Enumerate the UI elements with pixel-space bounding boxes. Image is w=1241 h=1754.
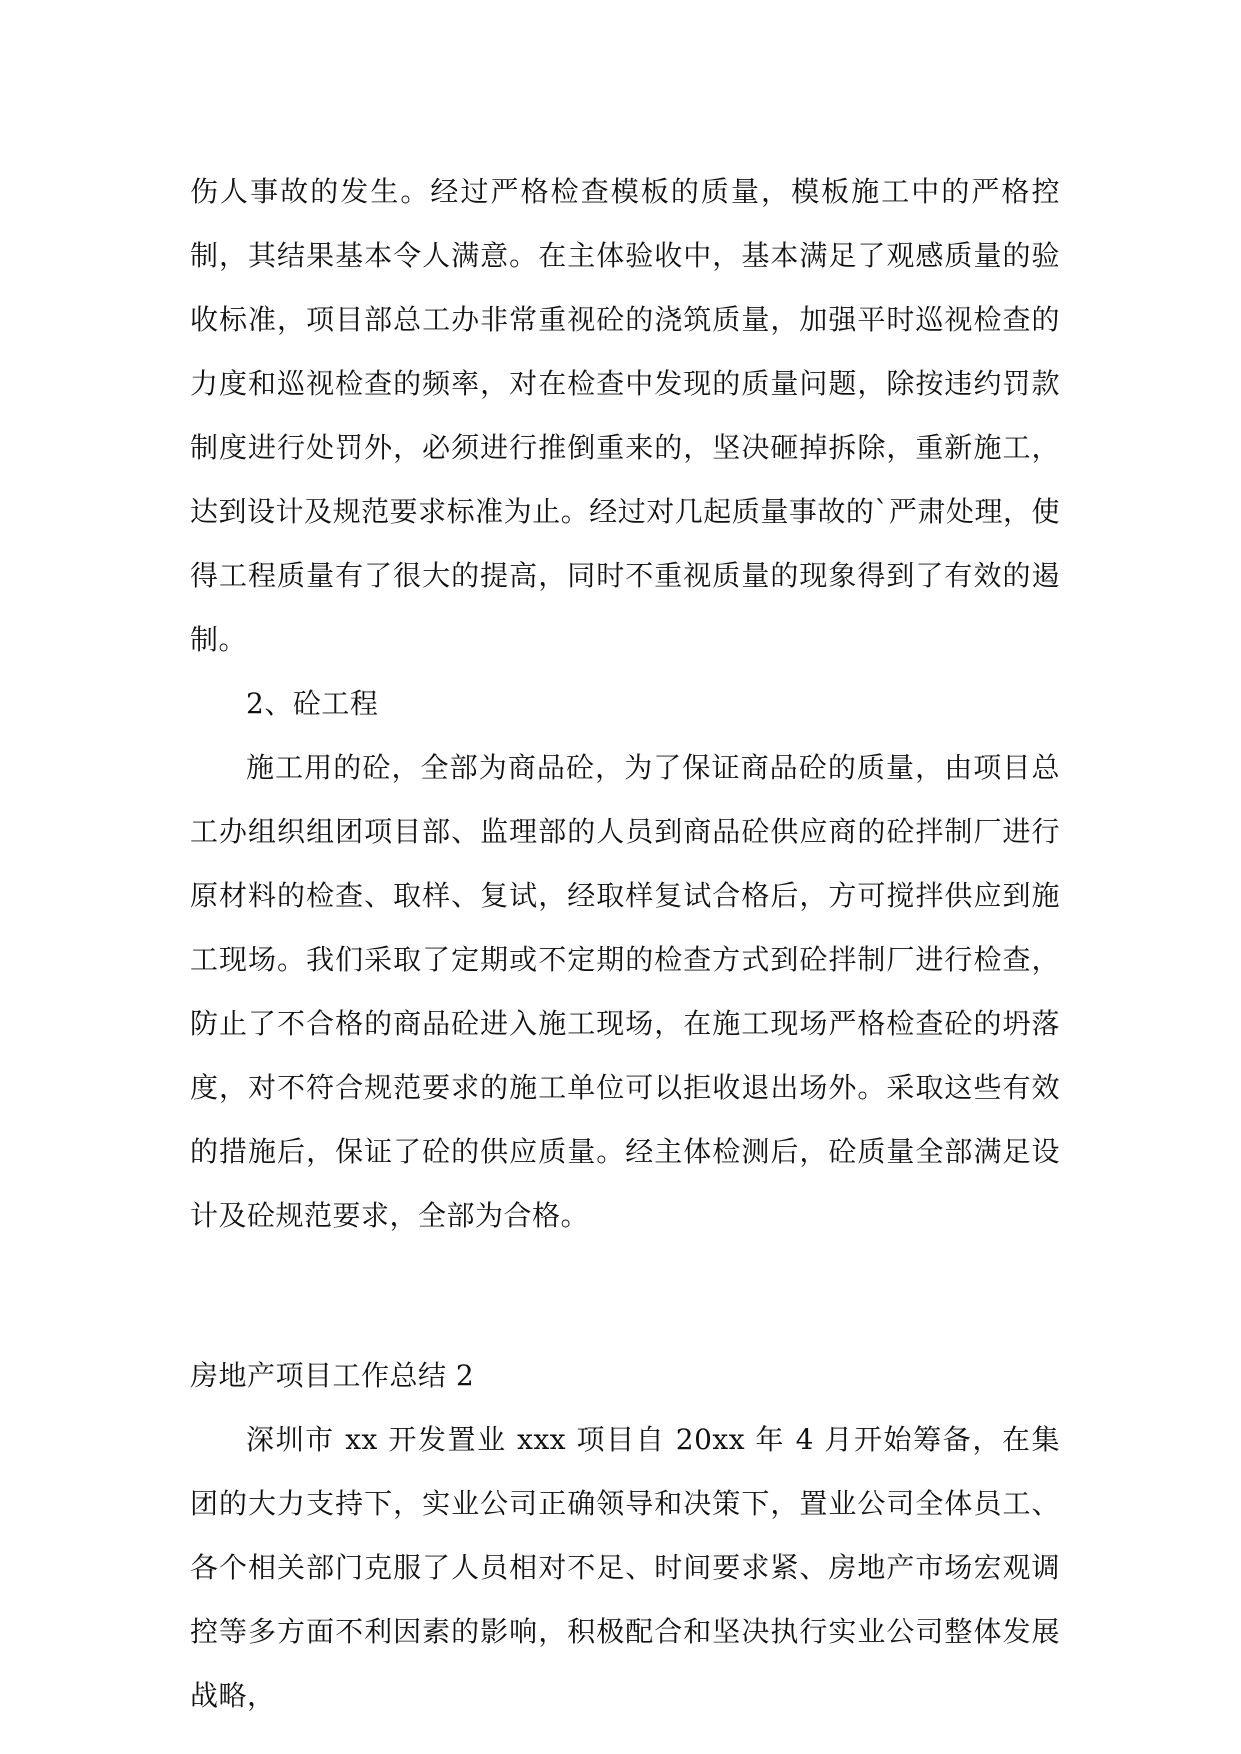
paragraph-concrete-works: 施工用的砼，全部为商品砼，为了保证商品砼的质量，由项目总工办组织组团项目部、监理部的人员到商品砼供应商的砼拌制厂进行原材料的检查、取样、复试，经取样复试合格后，方可搅拌供应到施工现场。我们采取了定期或不定期的检查方式到砼拌制厂进行检查，防止了不合格的商品砼进入施工现场，在施工现场严格检查砼的坍落度，对不符合规范要求的施工单位可以拒收退出场外。采取这些有效的措施后，保证了砼的供应质量。经主体检测后，砼质量全部满足设计及砼规范要求，全部为合格。: [190, 751, 1060, 1232]
document-body: [190, 160, 1060, 1728]
subheading-concrete-works: 2、砼工程: [246, 687, 379, 720]
section-title: 房地产项目工作总结 2: [190, 1359, 475, 1392]
paragraph-project-summary: 深圳市 xx 开发置业 xxx 项目自 20xx 年 4 月开始筹备，在集团的大力支持下，实业公司正确领导和决策下，置业公司全体员工、各个相关部门克服了人员相对不足、时间要求紧、房地产市场宏观调控等多方面不利因素的影响，积极配合和坚决执行实业公司整体发展战略，: [190, 1423, 1060, 1712]
paragraph-continuation: 伤人事故的发生。经过严格检查模板的质量，模板施工中的严格控制，其结果基本令人满意。在主体验收中，基本满足了观感质量的验收标准，项目部总工办非常重视砼的浇筑质量，加强平时巡视检查的力度和巡视检查的频率，对在检查中发现的质量问题，除按违约罚款制度进行处罚外，必须进行推倒重来的，坚决砸掉拆除，重新施工，达到设计及规范要求标准为止。经过对几起质量事故的`严肃处理，使得工程质量有了很大的提高，同时不重视质量的现象得到了有效的遏制。: [190, 175, 1060, 656]
section-gap: [190, 1248, 1060, 1344]
